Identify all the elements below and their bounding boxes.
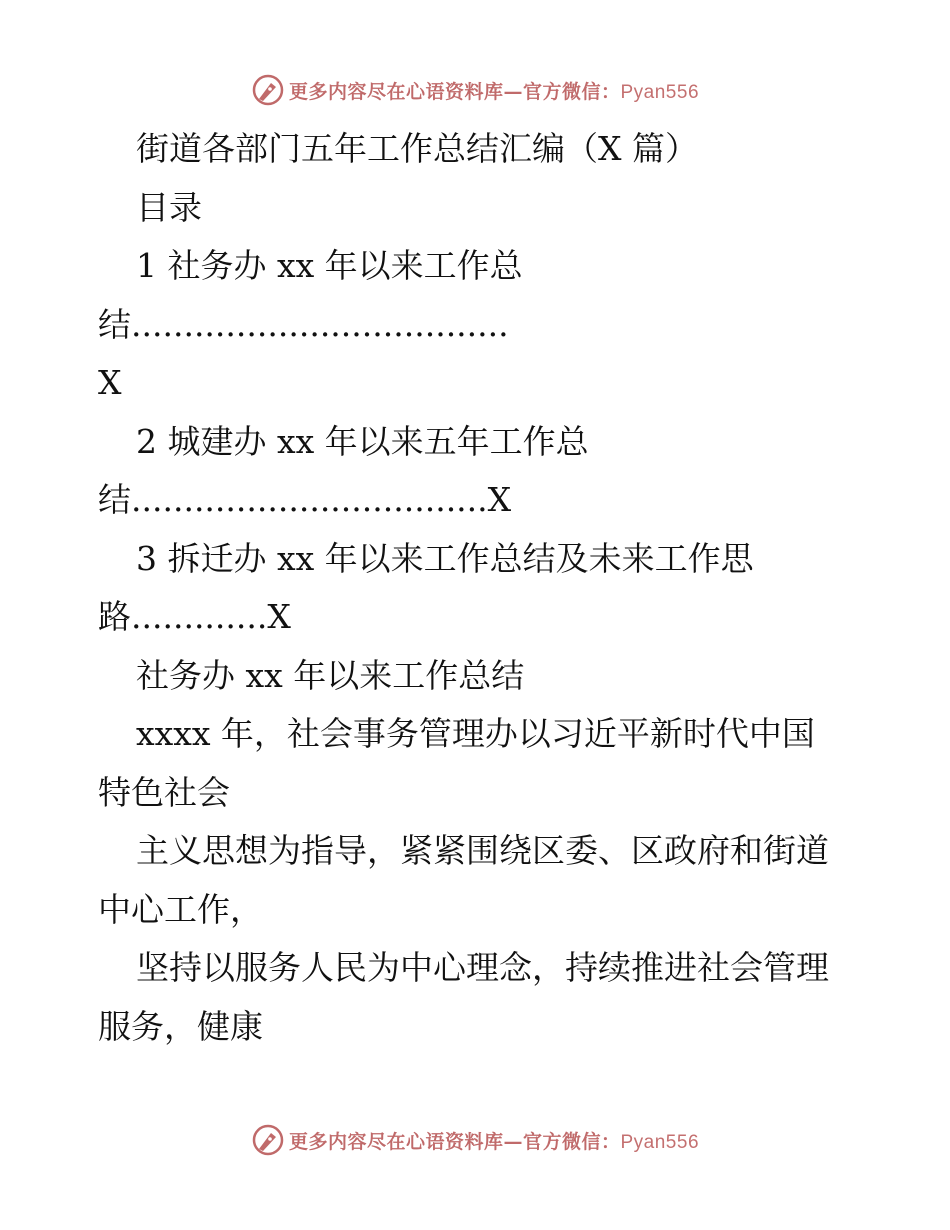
header-watermark xyxy=(0,70,950,110)
footer-watermark xyxy=(0,1120,950,1160)
toc-entry-1-line2[interactable]: 结.................................... xyxy=(98,304,509,344)
watermark-id: Pyan556 xyxy=(620,81,700,103)
toc-entry-1-line1[interactable]: 1 社务办 xx 年以来工作总 xyxy=(136,246,523,285)
watermark-text: 更多内容尽在心语资料库—官方微信： xyxy=(288,80,621,103)
watermark-text: 更多内容尽在心语资料库—官方微信： xyxy=(288,1130,621,1153)
paragraph-3-line1: 坚持以服务人民为中心理念，持续推进社会管理 xyxy=(136,948,829,987)
paragraph-1-line1: xxxx 年，社会事务管理办以习近平新时代中国 xyxy=(136,714,815,753)
toc-entry-3-line2[interactable]: 路.............X xyxy=(98,597,291,636)
toc-entry-2-line2[interactable]: 结..................................X xyxy=(98,480,512,519)
toc-heading: 目录 xyxy=(136,187,202,227)
section-title: 社务办 xx 年以来工作总结 xyxy=(136,655,525,695)
pen-nib-logo-icon xyxy=(251,1123,285,1157)
toc-entry-3-line1[interactable]: 3 拆迁办 xx 年以来工作总结及未来工作思 xyxy=(136,538,754,578)
document-title: 街道各部门五年工作总结汇编（X 篇） xyxy=(136,129,698,168)
watermark-id: Pyan556 xyxy=(620,1131,700,1153)
paragraph-1-line2: 特色社会 xyxy=(98,772,230,812)
document-body xyxy=(98,120,858,1056)
pen-nib-logo-icon xyxy=(251,73,285,107)
toc-entry-2-line1[interactable]: 2 城建办 xx 年以来五年工作总 xyxy=(136,421,589,461)
paragraph-2-line2: 中心工作， xyxy=(98,889,263,929)
paragraph-2-line1: 主义思想为指导，紧紧围绕区委、区政府和街道 xyxy=(136,831,829,870)
toc-entry-1-page: X xyxy=(98,363,122,402)
paragraph-3-line2: 服务，健康 xyxy=(98,1006,263,1046)
